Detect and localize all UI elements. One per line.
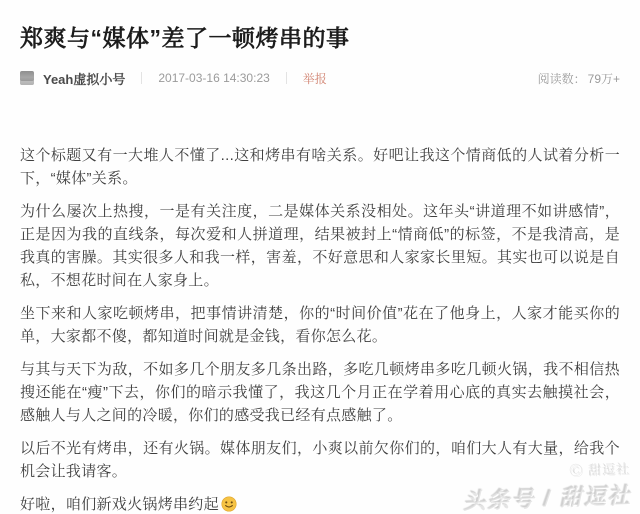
read-count: [538, 70, 620, 87]
article-meta-row: [20, 69, 620, 88]
read-count-value: 79万+: [587, 71, 620, 86]
meta-divider: [141, 72, 142, 84]
smiley-emoji-icon: [221, 496, 237, 512]
paragraph: 坐下来和人家吃顿烤串，把事情讲清楚，你的“时间价值”花在了他身上，人家才能买你的单，大家都不傻，都知道时间就是金钱，看你怎么花。: [20, 304, 620, 345]
report-button[interactable]: 举报: [302, 71, 327, 86]
read-count-label: 阅读数：: [537, 71, 586, 86]
paragraph-closing: [20, 493, 620, 514]
closing-text: 好啦，咱们新戏火锅烤串约起: [20, 495, 219, 513]
author-name[interactable]: Yeah虚拟小号: [43, 71, 126, 87]
watermark-text: 头条号 / 甜逗社: [462, 483, 632, 514]
paragraph: 这个标题又有一大堆人不懂了...这和烤串有啥关系。好吧让我这个情商低的人试着分析一下，“媒体”关系。: [20, 146, 620, 187]
paragraph: 为什么屡次上热搜，一是有关注度，二是媒体关系没相处。这年头“讲道理不如讲感情”，正是因为我的直线条，每次爱和人拼道理，结果被封上“情商低”的标签，不是我清高，是我真的害臊。其实很多人和我一样，害羞，不好意思和人家家长里短。其实也可以说是自私，不想花时间在人家身上。: [20, 202, 620, 289]
paragraph: 以后不光有烤串，还有火锅。媒体朋友们，小爽以前欠你们的，咱们大人有大量，给我个机会让我请客。: [20, 439, 620, 480]
watermark-badge: Ⓒ 甜逗社: [569, 462, 631, 480]
meta-divider: [286, 72, 287, 84]
article-body: [20, 144, 620, 514]
article-title: 郑爽与“媒体”差了一顿烤串的事: [20, 25, 350, 51]
publish-date: 2017-03-16 14:30:23: [158, 71, 270, 86]
paragraph: 与其与天下为敌，不如多几个朋友多几条出路，多吃几顿烤串多吃几顿火锅，我不相信热搜还能在“瘦”下去，你们的暗示我懂了，我这几个月正在学着用心底的真实去触摸社会，感触人与人之间的冷暖，你们的感受我已经有点感触了。: [20, 360, 620, 424]
author-avatar[interactable]: [20, 71, 34, 85]
